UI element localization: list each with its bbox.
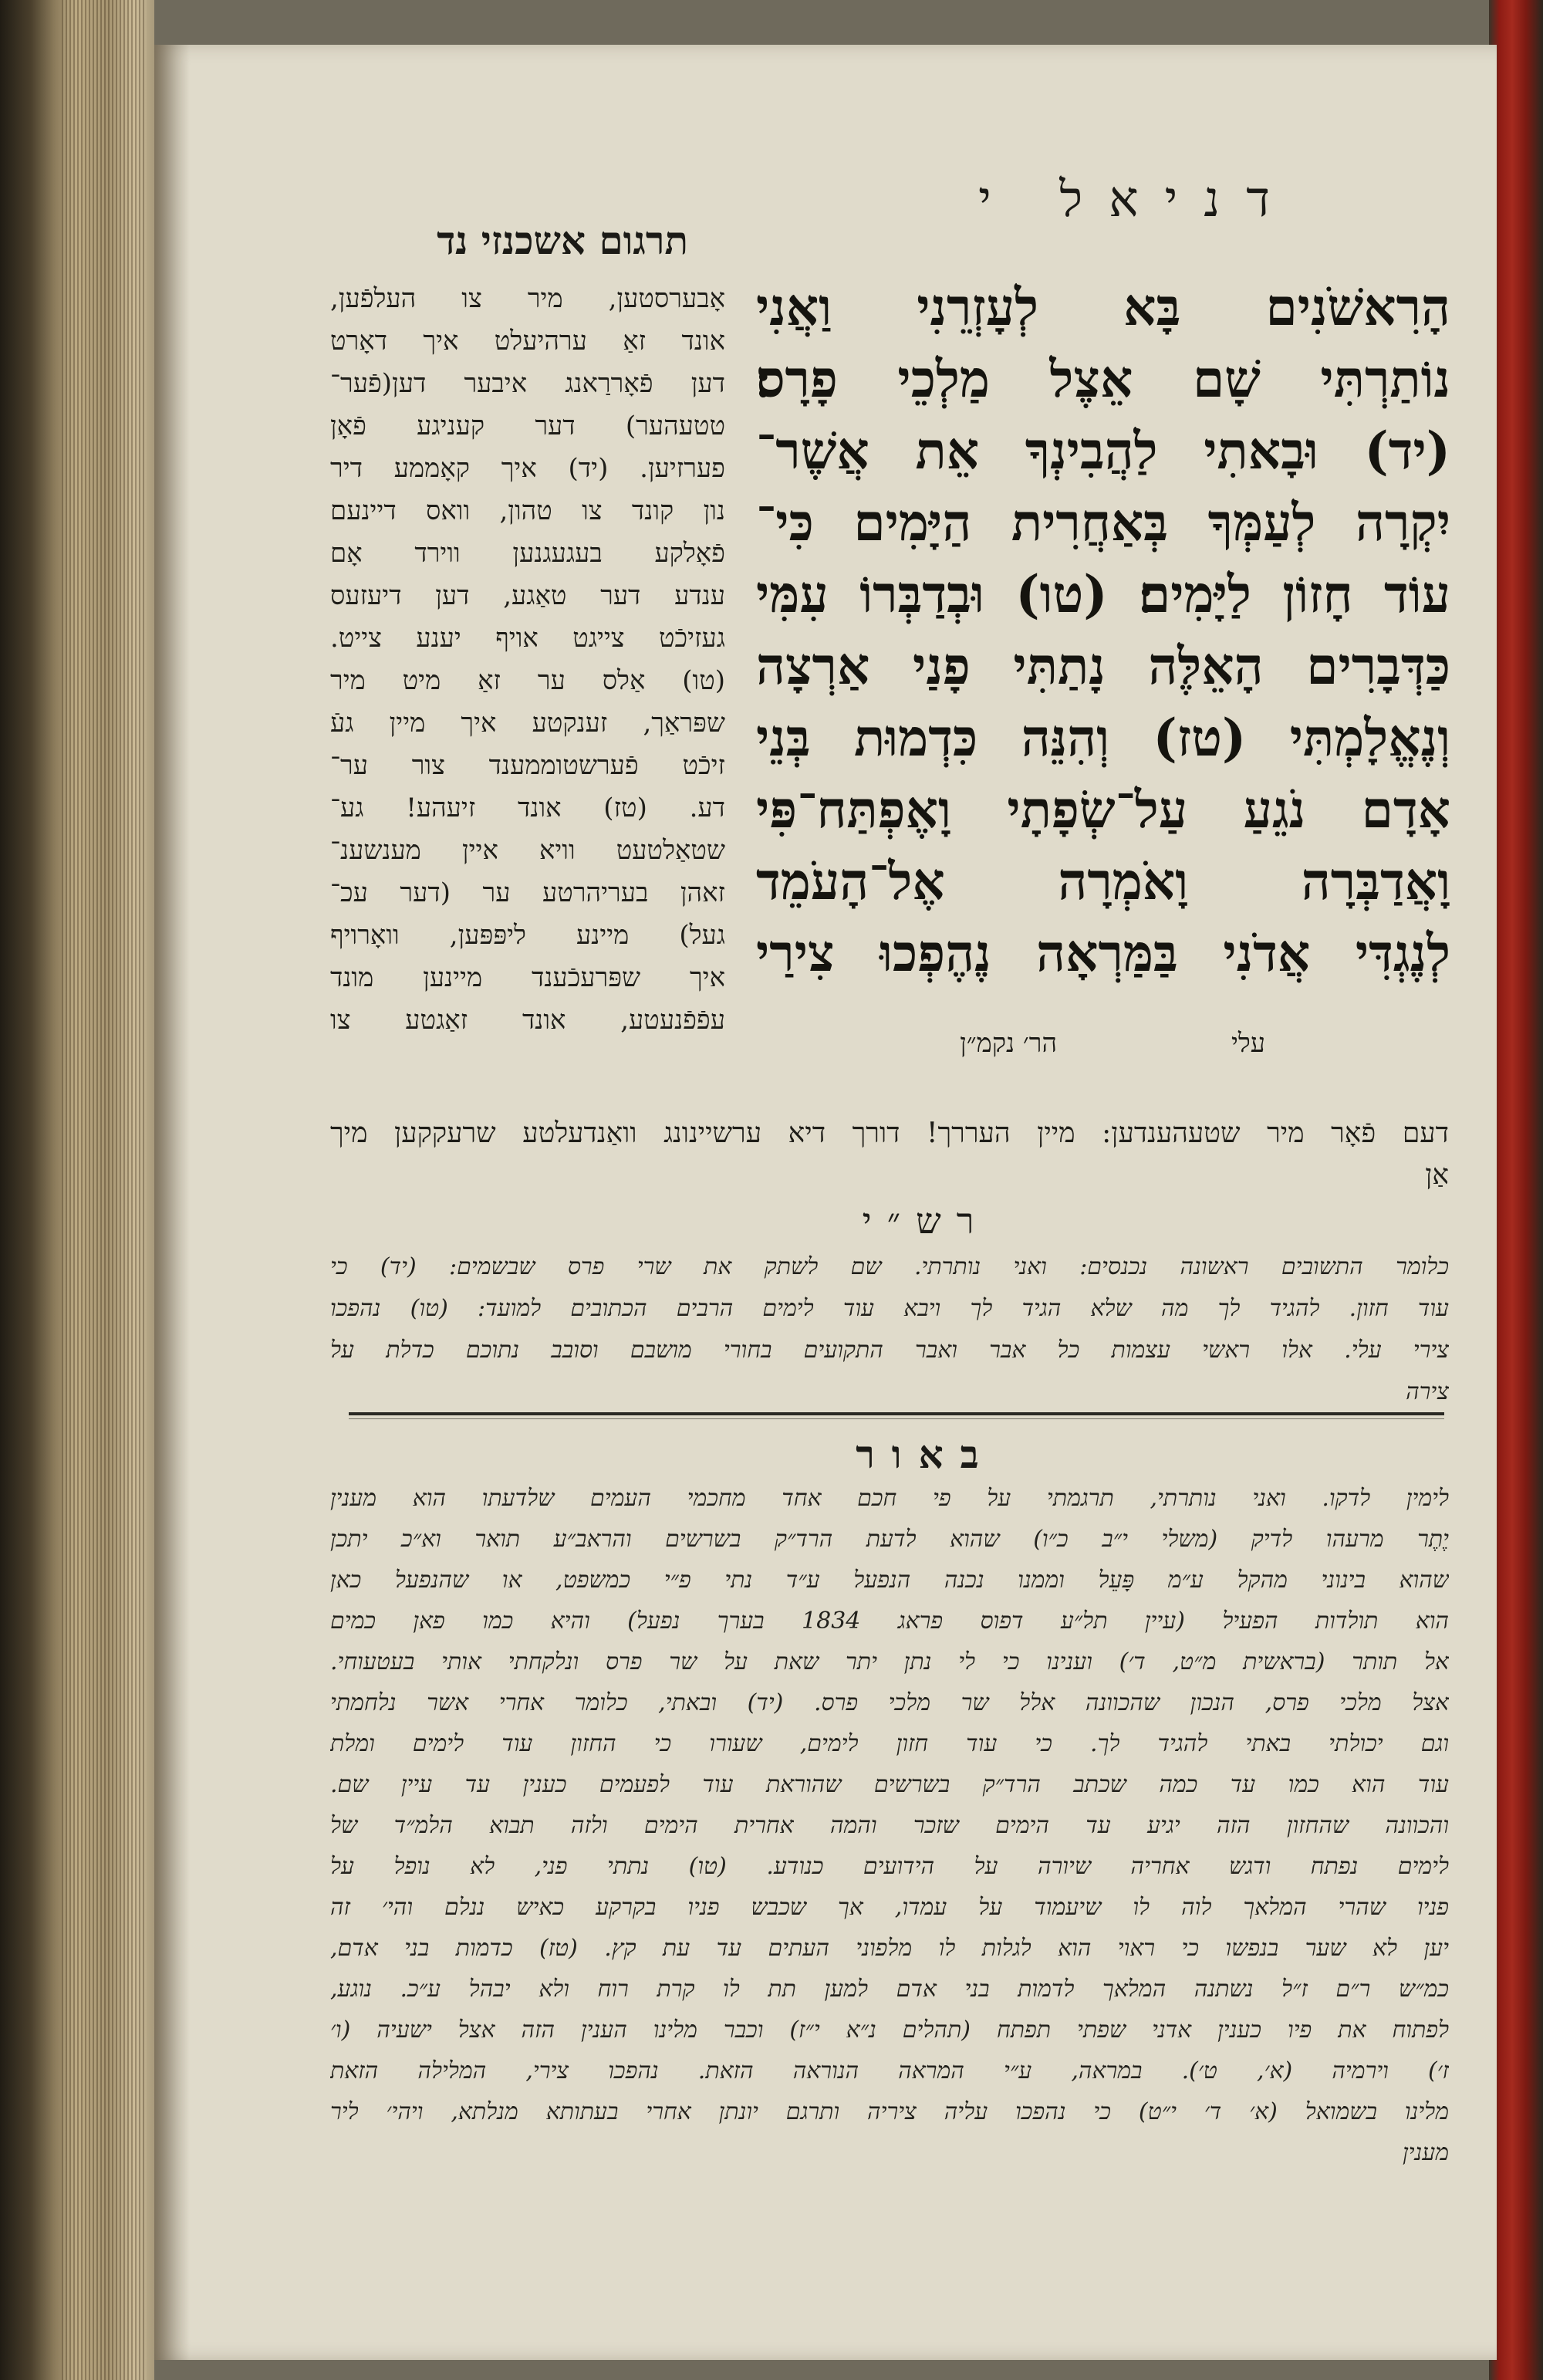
translation-line: אָבערסטען, מיר צו העלפֿען, bbox=[330, 283, 725, 314]
main-text-line: הָרִאשֹׁנִים בָּא לְעָזְרֵנִי וַאֲנִי bbox=[756, 277, 1450, 337]
book-right-cover-edge bbox=[1489, 0, 1543, 2380]
section-divider-rule-thin bbox=[349, 1418, 1444, 1419]
biur-line: וגם יכולתי באתי להגיד לך. כי עוד חזון לימים, שעורו כי החזון עוד לימים ומלת bbox=[330, 1730, 1449, 1757]
translation-line: ענדע דער טאַגע, דען דיעזעס bbox=[330, 580, 725, 611]
translation-line: פערזיען. (יד) איך קאָממע דיר bbox=[330, 453, 725, 484]
biur-line: שהוא בינוני מהקל ע״מ פָּעֵל וממנו נכנה הנפעל ע״ד נתי פ״י כמשפט, או שהנפעל כאן bbox=[330, 1567, 1449, 1594]
running-header-translation-title: תרגום אשכנזי נד bbox=[437, 218, 688, 263]
translation-continuation bbox=[330, 1113, 1449, 1196]
biur-line: הוא תולדות הפעיל (עיין תל״ע דפוס פראג 1834 בערך נפעל) והיא כמו פאן כמים bbox=[330, 1608, 1449, 1635]
main-text-line: (יד) וּבָאתִי לַהֲבִינְךָ אֵת אֲשֶׁר־ bbox=[756, 421, 1450, 481]
biur-line: אל תותר (בראשית מ״ט, ד׳) וענינו כי לי נתן יתר שאת על שר פרס ונלקחתי אותי בעטעוחי. bbox=[330, 1648, 1449, 1675]
main-text-line: כַּדְּבָרִים הָאֵלֶּה נָתַתִּי פָנַי אַרְצָה bbox=[756, 636, 1450, 696]
biur-line: יֶתֶר מרעהו לדיק (משלי י״ב כ״ו) שהוא לדעת הרד״ק בשרשים והראב״ע תואר וא״כ יתכן bbox=[330, 1526, 1449, 1553]
main-text-line: אָדָם נֹגֵעַ עַל־שְׂפָתָי וָאֶפְתַּח־פִּי bbox=[756, 779, 1450, 840]
translation-line: נון קונד צו טהון, וואס דיינעם bbox=[330, 495, 725, 526]
main-text-line: וָאֲדַבְּרָה וָאֹמְרָה אֶל־הָעֹמֵד bbox=[756, 851, 1450, 911]
rashi-line: צירי עלי. אלו ראשי עצמות כל אבר ואבר התקועים בחורי מושבם וסובב נתוכם כדלת על bbox=[330, 1337, 1449, 1364]
rashi-line: עוד חזון. להגיד לך מה שלא הגיד לך ויבא עוד לימים הרבים הכתובים למועד: (טו) נהפכו bbox=[330, 1295, 1449, 1322]
page-gutter-shadow bbox=[154, 45, 190, 2360]
biur-line: אצל מלכי פרס, הנכון שהכוונה אלל שר מלכי פרס. (יד) ובאתי, כלומר אחרי אשר נלחמתי bbox=[330, 1689, 1449, 1716]
biur-line: לפתוח את פיו כענין אדני שפתי תפתח (תהלים נ״א י״ז) וכבר מלינו הענין הזה אצל ישעיה (ו׳ bbox=[330, 2017, 1449, 2044]
translation-line: איך שפּרעכֿענד מיינען מונד bbox=[330, 962, 725, 993]
running-header-book-title: דניאל י bbox=[978, 171, 1296, 228]
translation-line: פֿאָלקע בעגעגנען ווירד אָם bbox=[330, 538, 725, 569]
rashi-line: צירה bbox=[1406, 1378, 1449, 1405]
translation-line: שפּראַך, זענקטע איך מיין געֿ bbox=[330, 708, 725, 739]
attribution-line bbox=[741, 1028, 1265, 1067]
translation-line: (טו) אַלס ער זאַ מיט מיר bbox=[330, 665, 725, 696]
translation-line: דע. (טז) אונד זיעהע! גע־ bbox=[330, 793, 725, 823]
translation-line: אונד זאַ ערהיעלט איך דאָרט bbox=[330, 326, 725, 357]
biur-line: מענין bbox=[1402, 2139, 1449, 2166]
translation-line: דען פֿאָררַאנג איבער דען(פֿער־ bbox=[330, 368, 725, 399]
attribution-right: עלי bbox=[1231, 1028, 1265, 1059]
biur-line: לימים נפתח ודגש אחריה שיורה על הידועים כנודע. (טו) נתתי פני, לא נופל על bbox=[330, 1853, 1449, 1880]
main-text-line: יִקְרָה לְעַמְּךָ בְּאַחֲרִית הַיָּמִים כִּי־ bbox=[756, 492, 1450, 553]
biur-line: פניו שהרי המלאך לוה לו שיעמוד על עמדו, אך שכבש פניו בקרקע כאיש ננלם והי׳ זה bbox=[330, 1894, 1449, 1921]
translation-line: געל) מיינע ליפּפּען, וואָרויף bbox=[330, 920, 725, 951]
translation-line: זיכֿט פֿערשטוממענד צור ער־ bbox=[330, 750, 725, 781]
biur-line: לימין לדקו. ואני נותרתי, תרגמתי על פי חכם אחד מחכמי העמים שלדעתו הוא מענין bbox=[330, 1485, 1449, 1512]
main-text-line: לְנֶגְדִּי אֲדֹנִי בַּמַּרְאָה נֶהֶפְכוּ צִירַי bbox=[756, 923, 1450, 983]
rashi-commentary bbox=[330, 1246, 1449, 1413]
translation-line: שטאַלטעט וויא איין מענשענ־ bbox=[330, 835, 725, 866]
biur-line: והכוונה שהחזון הזה יגיע עד הימים שזכר והמה אחרית הימים ולזה תבוא הלמ״ד של bbox=[330, 1812, 1449, 1839]
translation-line: זאהן בעריהרטע ער (דער עכ־ bbox=[330, 877, 725, 908]
main-hebrew-text-column bbox=[756, 272, 1450, 989]
german-translation-column bbox=[330, 278, 725, 1042]
rashi-line: כלומר התשובים ראשונה נכנסים: ואני נותרתי. שם לשתק את שרי פרס שבשמים: (יד) כי bbox=[330, 1253, 1449, 1280]
main-text-line: וְנֶאֱלָמְתִּי (טז) וְהִנֵּה כִּדְמוּת בְּנֵי bbox=[756, 708, 1450, 768]
biur-line: עוד הוא כמו עד כמה שכתב הרד״ק בשרשים שהוראת עוד לפעמים כענין עד עיין שם. bbox=[330, 1771, 1449, 1798]
biur-section-title: באור bbox=[856, 1432, 996, 1477]
translation-continued-line: דעם פֿאָר מיר שטעהענדען: מיין העררך! דורך דיא ערשיינונג וואַנדעלטע שרעקקען מיך bbox=[330, 1117, 1449, 1149]
book-left-page-edges bbox=[0, 0, 154, 2380]
rashi-section-title: רש״י bbox=[862, 1200, 990, 1242]
biur-line: יען לא שער בנפשו כי ראוי הוא לגלות לו מלפוני העתים עד עת קץ. (טז) כדמות בני אדם, bbox=[330, 1935, 1449, 1962]
translation-line: טטעהער) דער קעניגע פֿאָן bbox=[330, 411, 725, 441]
translation-line: געזיכֿט צייגט אויף יענע צייט. bbox=[330, 623, 725, 654]
translation-line: עפֿפֿנעטע, אונד זאַגטע צו bbox=[330, 1005, 725, 1036]
biur-line: ז׳) וירמיה (א׳, ט׳). במראה, ע״י המראה הנוראה הזאת. נהפכו צירי, המלילה הזאת bbox=[330, 2057, 1449, 2084]
main-text-line: נוֹתַרְתִּי שָׁם אֵצֶל מַלְכֵי פָרָס׃ bbox=[756, 349, 1450, 409]
main-text-line: עוֹד חָזוֹן לַיָּמִים׃ (טו) וּבְדַבְּרוֹ עִמִּי bbox=[756, 564, 1450, 624]
attribution-left: הר׳ נקמ״ן bbox=[960, 1028, 1057, 1059]
biur-line: מלינו בשמואל (א׳ ד׳ י״ט) כי נהפכו עליה ציריה ותרגם יונתן אחרי בעתותא מנלתא, ויהי׳ ליר bbox=[330, 2098, 1449, 2125]
translation-continued-line: אַן bbox=[1425, 1159, 1449, 1191]
biur-commentary bbox=[330, 1478, 1449, 2173]
section-divider-rule bbox=[349, 1412, 1444, 1415]
biur-line: כמ״ש ר״ם ז״ל נשתנה המלאך לדמות בני אדם למען תת לו קרת רוח ולא יבהל ע״כ. נוגע, bbox=[330, 1976, 1449, 2003]
